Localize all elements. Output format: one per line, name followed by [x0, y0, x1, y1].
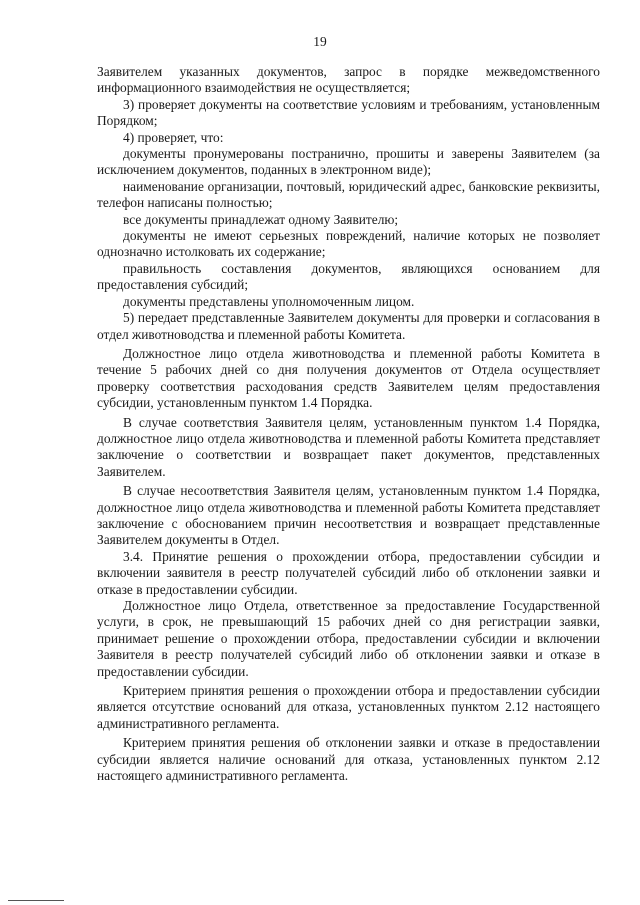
paragraph: Должностное лицо Отдела, ответственное за предоставление Государственной услуги, в срок, не превышающий 15 рабочих дней со дня регистрации заявки, принимает решение о прохождении отбора, предоставлении субсидии и включении Заявителя в реестр получателей субсидий либо об отклонении заявки и отказе в предоставлении субсидии.	[97, 598, 600, 679]
paragraph: В случае соответствия Заявителя целям, установленным пунктом 1.4 Порядка, должностное лицо отдела животноводства и племенной работы Комитета представляет заключение о соответствии и возвращает пакет документов, представленных Заявителем.	[97, 414, 600, 479]
list-item: 4) проверяет, что:	[123, 129, 224, 145]
list-item: 3) проверяет документы на соответствие условиям и требованиям, установленным Порядком;	[97, 96, 600, 129]
page-number: 19	[313, 34, 327, 49]
paragraph: Заявителем указанных документов, запрос в порядке межведомственного информационного взаимодействия не осуществляется;	[97, 64, 600, 96]
paragraph: Должностное лицо отдела животноводства и племенной работы Комитета в течение 5 рабочих дней со дня получения документов от Отдела осуществляет проверку соответствия расходования средств Заявителем целям предоставления субсидии, установленным пунктом 1.4 Порядка.	[97, 345, 600, 411]
paragraph: Критерием принятия решения об отклонении заявки и отказе в предоставлении субсидии является наличие оснований для отказа, установленных пунктом 2.12 настоящего административного регламента.	[97, 735, 600, 784]
document-body	[97, 64, 600, 784]
list-item: правильность составления документов, являющихся основанием для предоставления субсидий;	[97, 260, 600, 293]
footer-rule	[8, 900, 64, 901]
list-item: все документы принадлежат одному Заявителю;	[123, 211, 399, 227]
list-item: документы представлены уполномоченным лицом.	[123, 293, 415, 309]
list-item: наименование организации, почтовый, юридический адрес, банковские реквизиты, телефон написаны полностью;	[97, 178, 600, 211]
list-item: документы пронумерованы постранично, прошиты и заверены Заявителем (за исключением документов, поданных в электронном виде);	[97, 146, 600, 178]
paragraph: В случае несоответствия Заявителя целям, установленным пунктом 1.4 Порядка, должностное лицо отдела животноводства и племенной работы Комитета представляет заключение с обоснованием причин несоответствия и возвращает представленные Заявителем документы в Отдел.	[97, 483, 600, 548]
list-item: документы не имеют серьезных повреждений, наличие которых не позволяет однозначно истолковать их содержание;	[97, 228, 600, 260]
list-item: 5) передает представленные Заявителем документы для проверки и согласования в отдел животноводства и племенной работы Комитета.	[97, 310, 600, 342]
paragraph: Критерием принятия решения о прохождении отбора и предоставлении субсидии является отсутствие оснований для отказа, установленных пунктом 2.12 настоящего административного регламента.	[97, 683, 600, 731]
section-heading: 3.4. Принятие решения о прохождении отбора, предоставлении субсидии и включении заявителя в реестр получателей субсидий либо об отклонении заявки и отказе в предоставлении субсидии.	[97, 548, 600, 597]
